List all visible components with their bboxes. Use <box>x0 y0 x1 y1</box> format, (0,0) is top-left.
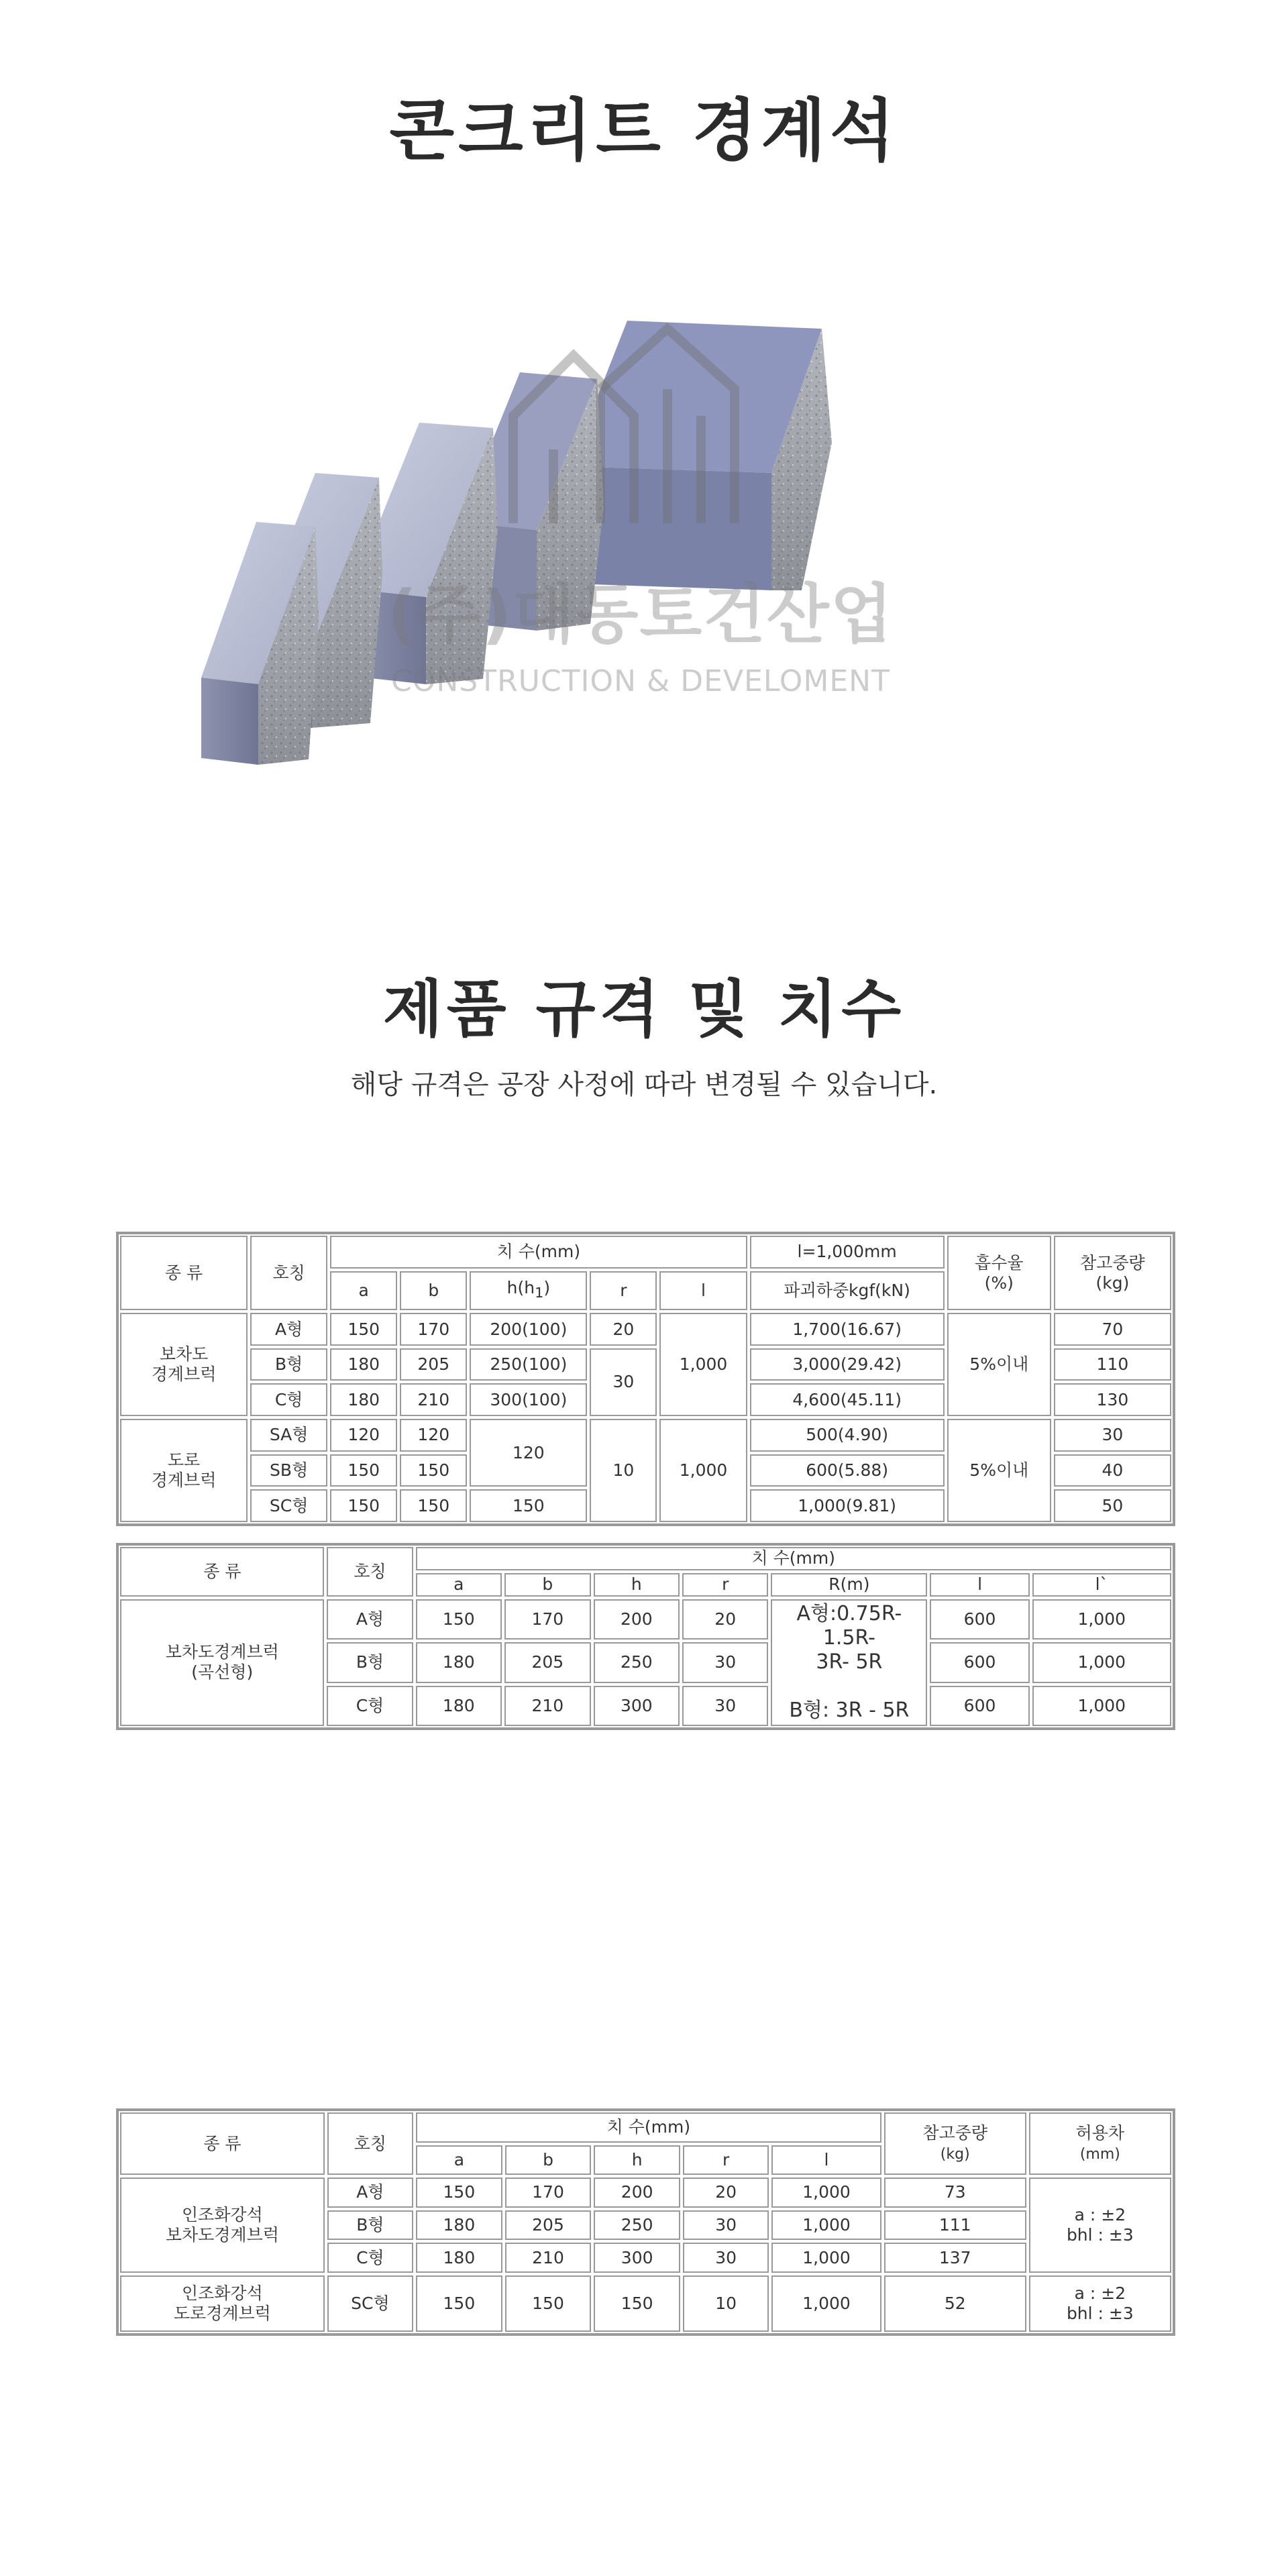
cell-a: 150 <box>416 1599 502 1640</box>
cell-name: A형 <box>327 2178 413 2208</box>
cell-weight: 50 <box>1054 1489 1171 1522</box>
cell-l: 1,000 <box>771 2210 881 2241</box>
cell-a: 150 <box>330 1454 397 1487</box>
cell-h: 200 <box>594 2178 680 2208</box>
group-type: 보차도 경계브럭 <box>120 1313 248 1416</box>
table-header-row <box>120 1547 1171 1570</box>
cell-l: 1,000 <box>771 2275 881 2332</box>
cell-a: 180 <box>416 2243 502 2273</box>
cell-h: 150 <box>470 1489 587 1522</box>
cell-r: 30 <box>682 1686 768 1726</box>
header-dimensions: 치 수(mm) <box>416 1547 1171 1570</box>
header-h: h <box>594 2145 680 2176</box>
cell-load: 500(4.90) <box>750 1419 945 1452</box>
cell-absorption: 5%이내 <box>947 1419 1051 1522</box>
table-row <box>120 1313 1171 1346</box>
header-dimensions: 치 수(mm) <box>330 1236 747 1269</box>
table-row <box>120 1419 1171 1452</box>
cell-load: 1,000(9.81) <box>750 1489 945 1522</box>
cell-r: 30 <box>683 2210 769 2241</box>
cell-name: C형 <box>250 1383 327 1416</box>
header-b: b <box>400 1271 467 1311</box>
header-a: a <box>416 2145 502 2176</box>
cell-l: 1,000 <box>659 1419 747 1522</box>
cell-a: 150 <box>330 1489 397 1522</box>
table-header-row <box>120 2112 1171 2143</box>
group-type: 인조화강석 도로경계브럭 <box>120 2275 325 2332</box>
spec-table-standard <box>117 1233 1174 1525</box>
header-a: a <box>416 1573 502 1597</box>
cell-b: 150 <box>400 1454 467 1487</box>
group-type: 도로 경계브럭 <box>120 1419 248 1522</box>
cell-l: 600 <box>930 1642 1029 1682</box>
cell-weight: 40 <box>1054 1454 1171 1487</box>
cell-a: 180 <box>416 1686 502 1726</box>
cell-weight: 111 <box>884 2210 1026 2241</box>
cell-a: 150 <box>330 1313 397 1346</box>
cell-h: 150 <box>594 2275 680 2332</box>
cell-b: 205 <box>504 1642 591 1682</box>
header-weight: 참고중량 (kg) <box>1054 1236 1171 1310</box>
cell-b: 120 <box>400 1419 467 1452</box>
cell-name: SB형 <box>250 1454 327 1487</box>
cell-a: 180 <box>330 1383 397 1416</box>
cell-b: 150 <box>400 1489 467 1522</box>
cell-name: SC형 <box>327 2275 413 2332</box>
group-type: 인조화강석 보차도경계브럭 <box>120 2178 325 2273</box>
cell-l-prime: 1,000 <box>1032 1642 1171 1682</box>
cell-l: 600 <box>930 1686 1029 1726</box>
cell-a: 180 <box>416 2210 502 2241</box>
cell-b: 150 <box>505 2275 592 2332</box>
header-l: l <box>771 2145 881 2176</box>
watermark-company-subtitle: CONSTRUCTION & DEVELOMENT <box>391 664 890 698</box>
watermark-logo-icon <box>500 315 755 537</box>
cell-absorption: 5%이내 <box>947 1313 1051 1416</box>
cell-b: 210 <box>504 1686 591 1726</box>
cell-a: 150 <box>416 2178 502 2208</box>
spec-section-title: 제품 규격 및 치수 <box>382 973 906 1045</box>
page-title: 콘크리트 경계석 <box>389 91 899 170</box>
cell-h: 120 <box>470 1419 587 1487</box>
cell-l: 1,000 <box>771 2243 881 2273</box>
header-a: a <box>330 1271 397 1311</box>
cell-name: SC형 <box>250 1489 327 1522</box>
spec-table-granite <box>117 2110 1174 2334</box>
cell-load: 3,000(29.42) <box>750 1348 945 1381</box>
header-h: $h(h_1)$ <box>470 1271 587 1311</box>
cell-r: 20 <box>682 1599 768 1640</box>
cell-h: 300 <box>594 1686 680 1726</box>
header-r: r <box>590 1271 657 1311</box>
group-type: 보차도경계브럭 (곡선형) <box>120 1599 324 1726</box>
table-row <box>120 2275 1171 2332</box>
cell-b: 210 <box>400 1383 467 1416</box>
header-b: b <box>504 1573 591 1597</box>
header-l-prime: l` <box>1032 1573 1171 1597</box>
cell-weight: 137 <box>884 2243 1026 2273</box>
spec-section-subtitle: 해당 규격은 공장 사정에 따라 변경될 수 있습니다. <box>350 1069 938 1100</box>
cell-name: B형 <box>250 1348 327 1381</box>
header-l: l <box>659 1271 747 1311</box>
cell-h: 250 <box>594 1642 680 1682</box>
header-type: 종 류 <box>120 1547 324 1597</box>
header-r: r <box>683 2145 769 2176</box>
cell-r: 30 <box>682 1642 768 1682</box>
cell-r: 20 <box>590 1313 657 1346</box>
cell-name: A형 <box>327 1599 413 1640</box>
cell-a: 120 <box>330 1419 397 1452</box>
cell-load: 4,600(45.11) <box>750 1383 945 1416</box>
cell-name: B형 <box>327 1642 413 1682</box>
cell-b: 205 <box>400 1348 467 1381</box>
header-load-length: l=1,000mm <box>750 1236 945 1269</box>
cell-weight: 110 <box>1054 1348 1171 1381</box>
header-name: 호칭 <box>327 2112 413 2175</box>
cell-load: 600(5.88) <box>750 1454 945 1487</box>
header-radius: R(m) <box>771 1573 927 1597</box>
cell-r: 30 <box>590 1348 657 1416</box>
cell-name: C형 <box>327 1686 413 1726</box>
cell-r: 20 <box>683 2178 769 2208</box>
cell-a: 150 <box>416 2275 502 2332</box>
cell-radius: A형:0.75R-1.5R- 3R- 5R B형: 3R - 5R <box>771 1599 927 1726</box>
cell-h: 200 <box>594 1599 680 1640</box>
cell-a: 180 <box>416 1642 502 1682</box>
header-weight: 참고중량 (kg) <box>884 2112 1026 2175</box>
cell-r: 10 <box>590 1419 657 1522</box>
cell-h: 200(100) <box>470 1313 587 1346</box>
table-header-row <box>120 1236 1171 1269</box>
table-row <box>120 1599 1171 1640</box>
cell-r: 10 <box>683 2275 769 2332</box>
spec-table-curved <box>117 1544 1174 1729</box>
cell-r: 30 <box>683 2243 769 2273</box>
cell-l: 1,000 <box>659 1313 747 1416</box>
cell-weight: 130 <box>1054 1383 1171 1416</box>
cell-a: 180 <box>330 1348 397 1381</box>
cell-h: 300 <box>594 2243 680 2273</box>
cell-h: 300(100) <box>470 1383 587 1416</box>
cell-tolerance: a : ±2 bhl : ±3 <box>1029 2178 1171 2273</box>
header-tolerance: 허용차 (mm) <box>1029 2112 1171 2175</box>
header-name: 호칭 <box>327 1547 413 1597</box>
cell-b: 170 <box>504 1599 591 1640</box>
cell-b: 210 <box>505 2243 592 2273</box>
cell-weight: 52 <box>884 2275 1026 2332</box>
cell-tolerance: a : ±2 bhl : ±3 <box>1029 2275 1171 2332</box>
header-type: 종 류 <box>120 2112 325 2175</box>
header-name: 호칭 <box>250 1236 327 1310</box>
cell-name: A형 <box>250 1313 327 1346</box>
cell-h: 250(100) <box>470 1348 587 1381</box>
cell-weight: 73 <box>884 2178 1026 2208</box>
header-load: 파괴하중kgf(kN) <box>750 1271 945 1311</box>
cell-weight: 30 <box>1054 1419 1171 1452</box>
header-type: 종 류 <box>120 1236 248 1310</box>
cell-name: C형 <box>327 2243 413 2273</box>
cell-l: 1,000 <box>771 2178 881 2208</box>
cell-l-prime: 1,000 <box>1032 1686 1171 1726</box>
header-h: h <box>594 1573 680 1597</box>
cell-b: 170 <box>400 1313 467 1346</box>
header-r: r <box>682 1573 768 1597</box>
cell-b: 170 <box>505 2178 592 2208</box>
cell-b: 205 <box>505 2210 592 2241</box>
header-absorption: 흡수율 (%) <box>947 1236 1051 1310</box>
header-b: b <box>505 2145 592 2176</box>
table-row <box>120 2178 1171 2208</box>
cell-name: B형 <box>327 2210 413 2241</box>
cell-h: 250 <box>594 2210 680 2241</box>
cell-l-prime: 1,000 <box>1032 1599 1171 1640</box>
header-dimensions: 치 수(mm) <box>416 2112 881 2143</box>
cell-name: SA형 <box>250 1419 327 1452</box>
cell-l: 600 <box>930 1599 1029 1640</box>
cell-weight: 70 <box>1054 1313 1171 1346</box>
header-l: l <box>930 1573 1029 1597</box>
cell-load: 1,700(16.67) <box>750 1313 945 1346</box>
watermark-company-name: (주)대동토건산업 <box>387 577 894 652</box>
